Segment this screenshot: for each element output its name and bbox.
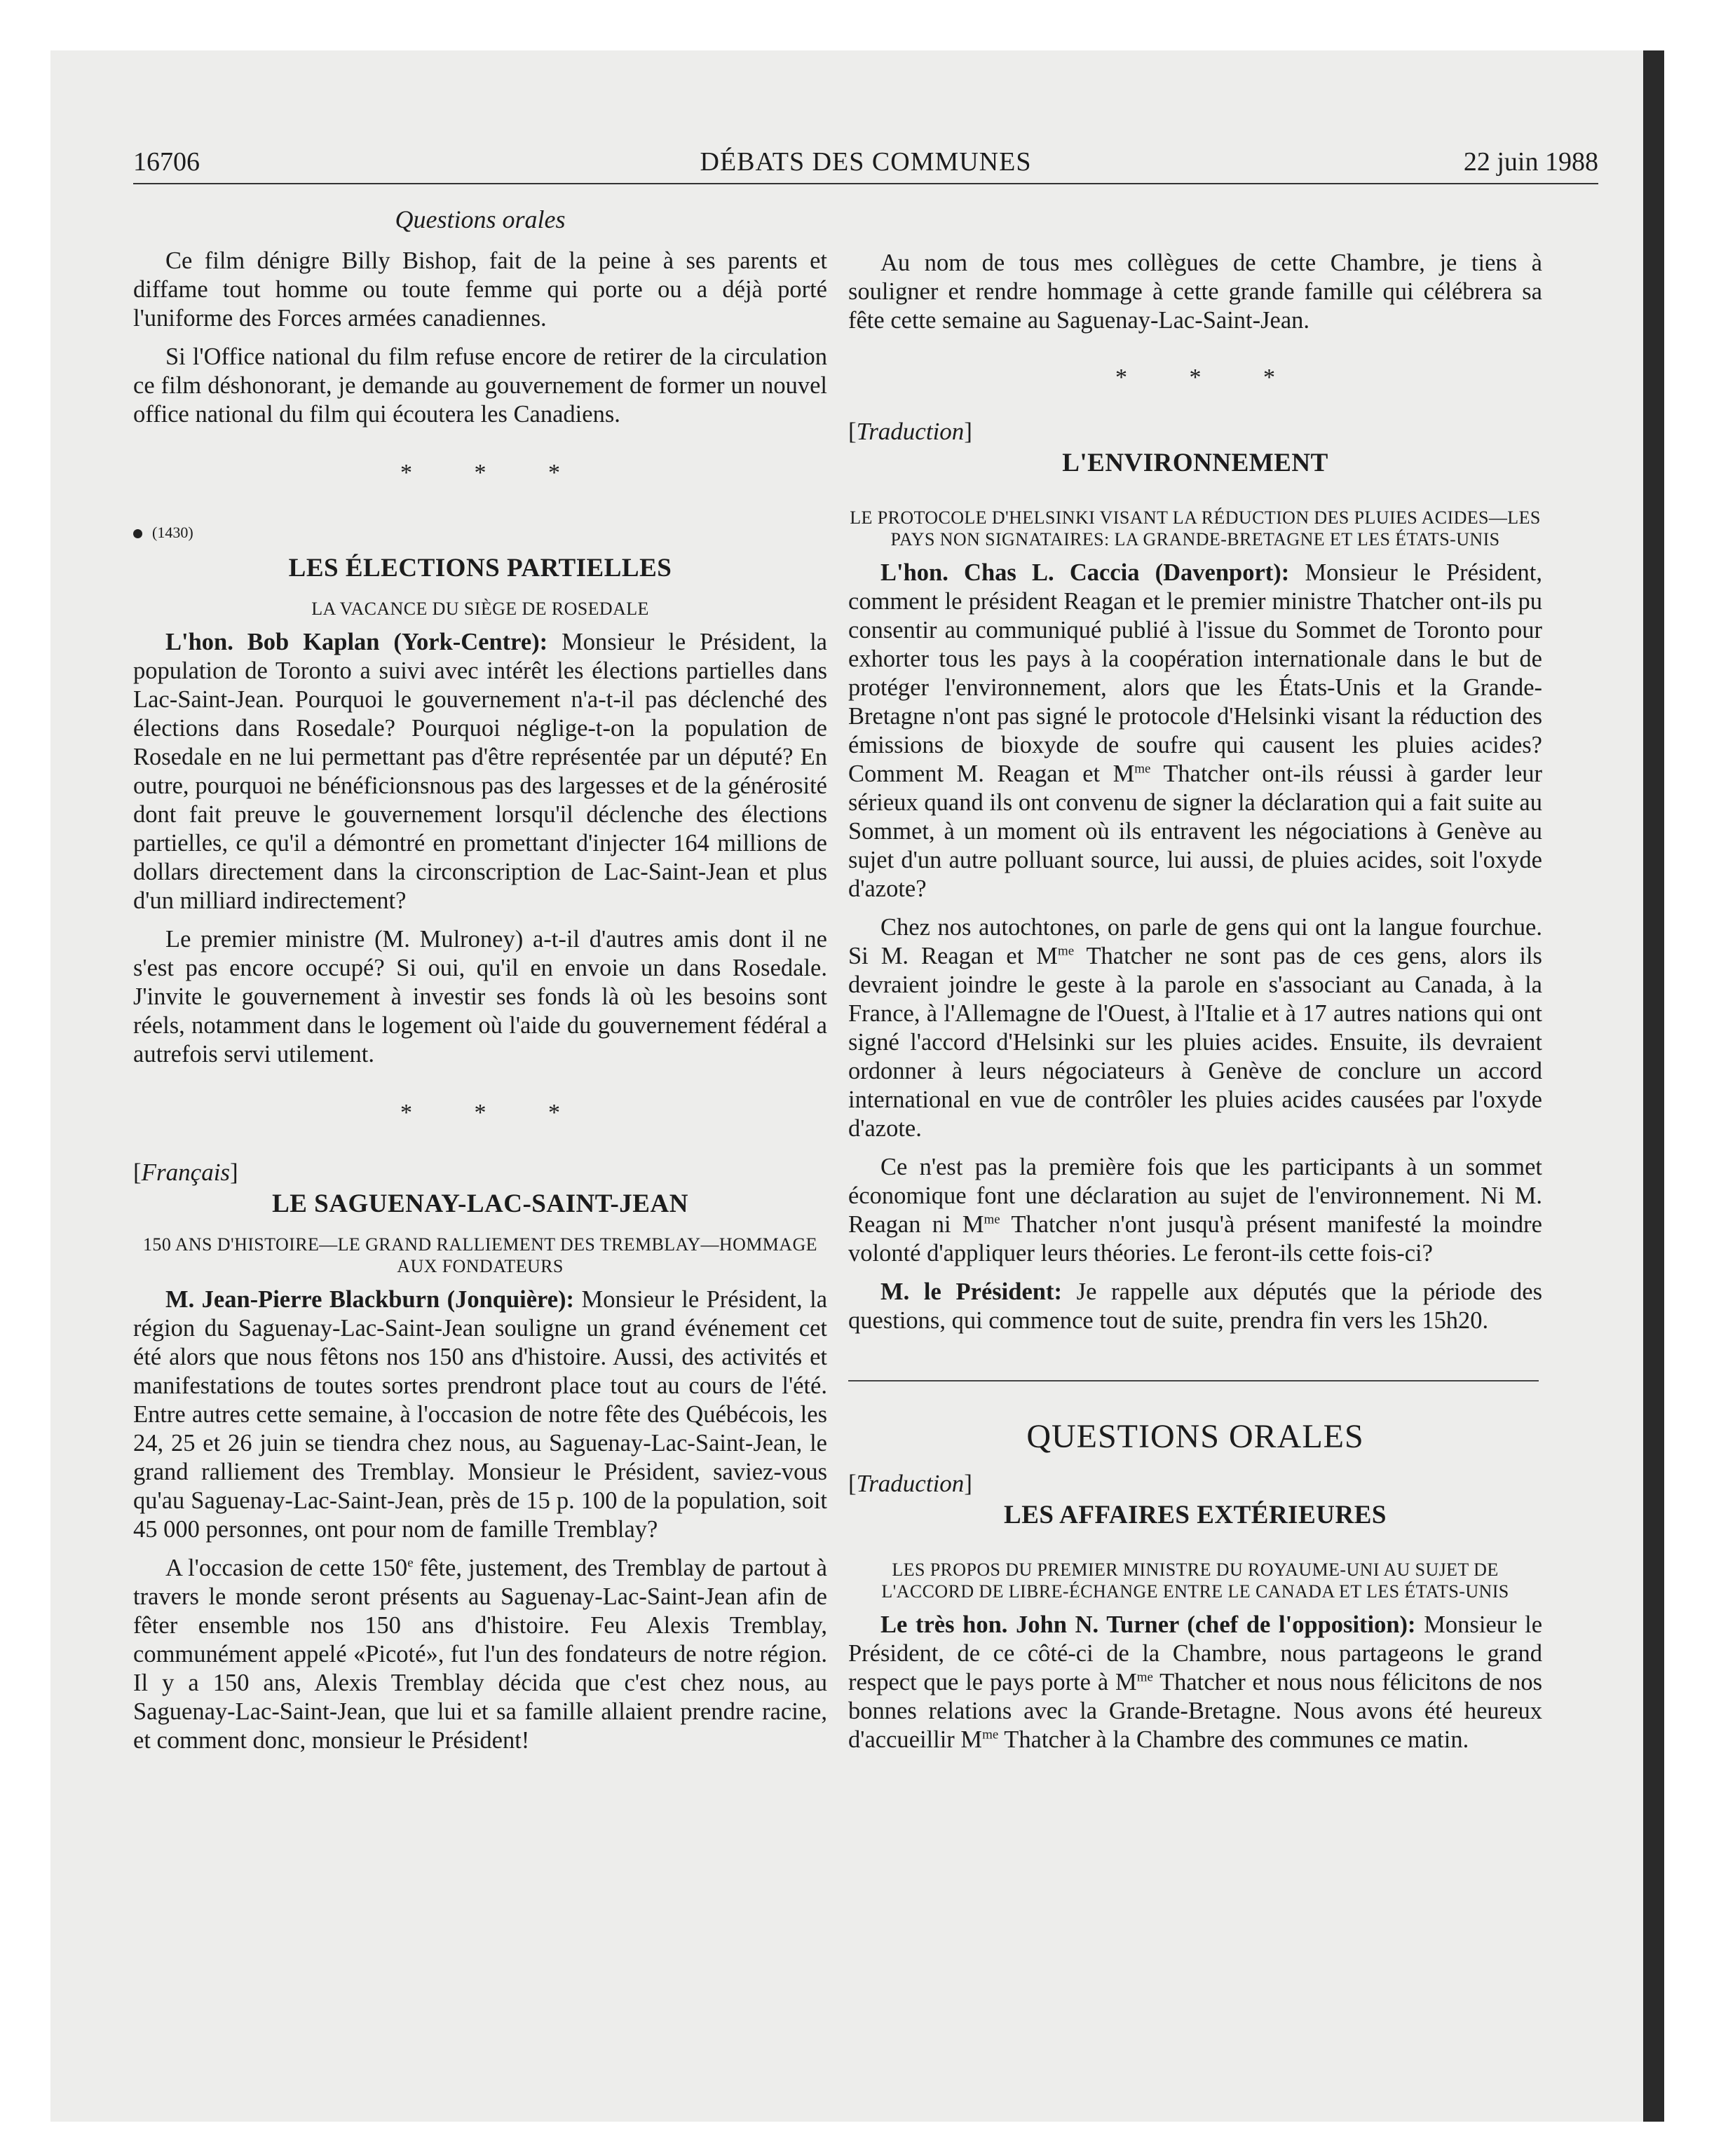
text-run: Thatcher ont-ils réussi à garder leur sérieux quand ils ont convenu de signer la déclaration qui a fait suite au Sommet, à un moment où ils entravent les négociations à Genève au sujet d'un autre polluant source, lui aussi, de pluies acides, soit l'oxyde d'azote? bbox=[848, 760, 1542, 902]
section-subtitle: LE PROTOCOLE D'HELSINKI VISANT LA RÉDUCTION DES PLUIES ACIDES—LES PAYS NON SIGNATAIRES: LA GRANDE-BRETAGNE ET LES ÉTATS-UNIS bbox=[850, 507, 1541, 550]
right-column bbox=[848, 249, 1542, 1754]
speech-text: Monsieur le Président, la population de Toronto a suivi avec intérêt les élections partielles dans Lac-Saint-Jean. Pourquoi le gouvernement n'a-t-il pas déclenché des élections dans Rosedale? Pourquoi néglige-t-on la population de Rosedale en ne lui permettant pas d'être représentée par un député? En outre, pourquoi ne bénéficionsnous pas des largesses et de la générosité dont fait preuve le gouvernement lorsqu'il déclenche des élections partielles, ce qu'il a démontré en promettant d'injecter 164 millions de dollars directement dans la circonscription de Lac-Saint-Jean et plus d'un milliard indirectement? bbox=[133, 629, 827, 914]
superscript: me bbox=[984, 1212, 1000, 1227]
speech-paragraph bbox=[848, 559, 1542, 903]
section-subtitle: 150 ANS D'HISTOIRE—LE GRAND RALLIEMENT DES TREMBLAY—HOMMAGE AUX FONDATEURS bbox=[143, 1234, 817, 1276]
text-run: A l'occasion de cette 150 bbox=[165, 1555, 408, 1581]
bullet-icon bbox=[133, 529, 142, 538]
page-number: 16706 bbox=[133, 147, 200, 177]
speech-text: Je rappelle aux députés que la période des questions, qui commence tout de suite, prendra fin vers les 15h20. bbox=[848, 1278, 1542, 1334]
paragraph: Si l'Office national du film refuse encore de retirer de la circulation ce film déshonorant, je demande au gouvernement de former un nouvel office national du film qui écoutera les Canadiens. bbox=[133, 343, 827, 428]
section-title: LES AFFAIRES EXTÉRIEURES bbox=[1004, 1501, 1387, 1529]
speaker-name: M. le Président: bbox=[880, 1278, 1062, 1305]
superscript: me bbox=[1057, 943, 1075, 959]
text-run: Thatcher ne sont pas de ces gens, alors ils devraient joindre le geste à la parole en s'associant au Canada, à la France, à l'Allemagne de l'Ouest, à l'Italie et à 17 autres nations qui ont signé l'accord d'Helsinki sur les pluies acides. Ensuite, ils devraient ordonner à leurs négociateurs à Genève de conclure un accord international en vue de contrôler les pluies acides causées par l'oxyde d'azote. bbox=[848, 943, 1542, 1142]
section-separator: * * * bbox=[400, 1100, 588, 1126]
paragraph: Au nom de tous mes collègues de cette Chambre, je tiens à souligner et rendre hommage à cette grande famille qui célébrera sa fête cette semaine au Saguenay-Lac-Saint-Jean. bbox=[848, 250, 1542, 334]
speaker-name: Le très hon. John N. Turner (chef de l'opposition): bbox=[880, 1611, 1416, 1638]
text-run: Thatcher n'ont jusqu'à présent manifesté la moindre volonté d'appliquer leurs théories. Le feront-ils cette fois-ci? bbox=[848, 1211, 1542, 1267]
section-title: LES ÉLECTIONS PARTIELLES bbox=[288, 554, 672, 582]
section-separator: * * * bbox=[1115, 364, 1303, 390]
language-tag: [Traduction] bbox=[848, 418, 972, 445]
superscript: me bbox=[982, 1727, 999, 1742]
section-subtitle: LA VACANCE DU SIÈGE DE ROSEDALE bbox=[311, 599, 649, 619]
scan-edge-bar bbox=[1643, 50, 1664, 2122]
speaker-name: L'hon. Chas L. Caccia (Davenport): bbox=[880, 559, 1290, 586]
language-tag-text: Traduction bbox=[856, 1470, 965, 1497]
language-tag-text: Traduction bbox=[856, 418, 965, 445]
left-column bbox=[133, 205, 827, 1755]
text-run: Thatcher et nous nous félicitons de nos bonnes relations avec la Grande-Bretagne. Nous avons été heureux d'accueillir M bbox=[848, 1669, 1542, 1753]
horizontal-rule bbox=[848, 1380, 1539, 1381]
speech-paragraph bbox=[848, 1278, 1542, 1335]
superscript: me bbox=[1136, 1670, 1153, 1685]
superscript: me bbox=[1134, 761, 1151, 777]
section-title: L'ENVIRONNEMENT bbox=[1062, 449, 1328, 477]
section-separator: * * * bbox=[400, 460, 588, 486]
speaker-name: M. Jean-Pierre Blackburn (Jonquière): bbox=[165, 1286, 575, 1313]
text-run: Monsieur le Président, comment le président Reagan et le premier ministre Thatcher ont-ils pu consentir au communiqué publié à l'issue du Sommet de Toronto pour exhorter tous les pays à la coopération internationale dans le but de protéger l'environnement, alors que les États-Unis et la Grande-Bretagne n'ont pas signé le protocole d'Helsinki visant la réduction des émissions de bioxyde de soufre qui causent les pluies acides? Comment M. Reagan et M bbox=[848, 559, 1542, 787]
document-page bbox=[133, 144, 1598, 1754]
section-title: LE SAGUENAY-LAC-SAINT-JEAN bbox=[272, 1189, 688, 1218]
running-head: Questions orales bbox=[395, 205, 566, 233]
text-run: Chez nos autochtones, on parle de gens qui ont la langue fourchue. Si M. Reagan et M bbox=[848, 914, 1542, 969]
publication-title: DÉBATS DES COMMUNES bbox=[700, 147, 1032, 177]
page-header bbox=[133, 144, 1598, 184]
paragraph: Le premier ministre (M. Mulroney) a-t-il d'autres amis dont il ne s'est pas encore occupé? Si oui, qu'il en envoie un dans Rosedale. J'invite le gouvernement à investir ses fonds là où les besoins sont réels, notamment dans le logement où l'aide du gouvernement fédéral a autrefois servi utilement. bbox=[133, 926, 827, 1067]
paragraph bbox=[848, 913, 1542, 1143]
language-tag: [Traduction] bbox=[848, 1470, 972, 1497]
language-tag-text: Français bbox=[141, 1159, 231, 1186]
text-run: Monsieur le Président, de ce côté-ci de la Chambre, nous partageons le grand respect que le pays porte à M bbox=[848, 1611, 1543, 1696]
language-tag: [Français] bbox=[133, 1159, 238, 1186]
superscript: e bbox=[407, 1555, 414, 1571]
time-marker bbox=[133, 518, 827, 547]
speech-text: Monsieur le Président, la région du Saguenay-Lac-Saint-Jean souligne un grand événement cet été alors que nous fêtons nos 150 ans d'histoire. Aussi, des activités et manifestations de toutes sortes prendront place tout au cours de l'été. Entre autres cette semaine, à l'occasion de notre fête des Québécois, les 24, 25 et 26 juin se tiendra chez nous, au Saguenay-Lac-Saint-Jean, le grand ralliement des Tremblay. Monsieur le Président, saviez-vous qu'au Saguenay-Lac-Saint-Jean, près de 15 p. 100 de la population, soit 45 000 personnes, ont pour nom de famille Tremblay? bbox=[133, 1286, 828, 1543]
section-subtitle: LES PROPOS DU PREMIER MINISTRE DU ROYAUME-UNI AU SUJET DE L'ACCORD DE LIBRE-ÉCHANGE ENTRE LE CANADA ET LES ÉTATS-UNIS bbox=[881, 1560, 1509, 1602]
speech-paragraph bbox=[848, 1611, 1542, 1754]
time-marker-text: (1430) bbox=[152, 524, 193, 541]
paragraph: Ce film dénigre Billy Bishop, fait de la peine à ses parents et diffame tout homme ou toute femme qui porte ou a déjà porté l'uniforme des Forces armées canadiennes. bbox=[133, 247, 827, 332]
speaker-name: L'hon. Bob Kaplan (York-Centre): bbox=[165, 629, 548, 655]
speech-paragraph bbox=[133, 1285, 827, 1544]
paragraph bbox=[133, 1554, 827, 1755]
speech-paragraph bbox=[133, 628, 827, 915]
text-run: Thatcher à la Chambre des communes ce matin. bbox=[998, 1726, 1469, 1753]
paragraph bbox=[848, 1153, 1542, 1268]
major-heading: QUESTIONS ORALES bbox=[1026, 1418, 1364, 1455]
text-run: Ce n'est pas la première fois que les participants à un sommet économique font une déclaration au sujet de l'environnement. Ni M. Reagan ni M bbox=[848, 1154, 1542, 1238]
page-date: 22 juin 1988 bbox=[1463, 147, 1598, 177]
text-run: fête, justement, des Tremblay de partout à travers le monde seront présents au Saguenay-Lac-Saint-Jean afin de fêter ensemble nos 150 ans d'histoire. Feu Alexis Tremblay, communément appelé «Picoté», fut l'un des fondateurs de notre région. Il y a 150 ans, Alexis Tremblay décida que c'est chez nous, au Saguenay-Lac-Saint-Jean, que lui et sa famille allaient prendre racine, et comment donc, monsieur le Président! bbox=[133, 1555, 827, 1754]
